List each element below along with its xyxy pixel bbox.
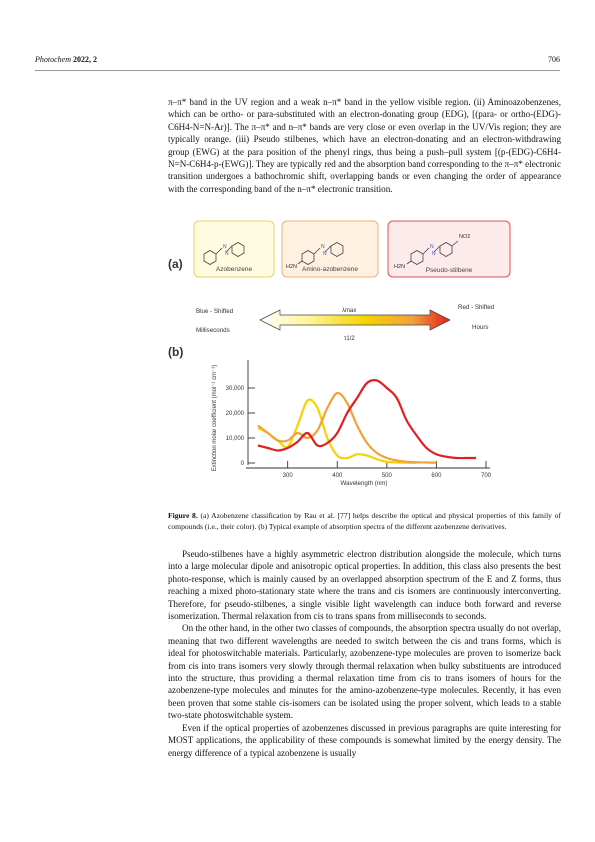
svg-text:N: N [321,244,325,250]
page-header [35,55,560,69]
paragraph-3: On the other hand, in the other two classes of compounds, the absorption spectra usually do not overlap, meaning that two different wavelengths are needed to switch between the cis and trans forms, which is ideal for photoswitchable materials. Particularly, azobenzene-type molecules are proven to isomerize back from cis into trans isomers very slowly through thermal relaxation when bulky substituents are introduced into the structure, thus providing a thermal relaxation time from cis to trans isomers of hours for the azobenzene-type molecules and minutes for the amino-azobenzene-type molecules. Recently, it has even been proven that some stable cis-isomers can be isolated using the proper solvent, which leads to a stable two-state photoswitchable system. [168,623,561,721]
nitro-group-label: NO2 [459,234,471,240]
absorption-chart [212,360,492,487]
x-tick-label-2: 500 [381,473,392,479]
y-tick-label-1: 10,000 [225,436,244,442]
paragraph-2: Pseudo-stilbenes have a highly asymmetric electron distribution alongside the molecule, which turns into a large molecular dipole and anisotropic optical properties. In addition, this class also presents the best photo-response, which is mainly caused by an overlapped absorption spectrum of the E and Z forms, thus reaching a mixed photo-stationary state where the trans and cis isomers are continuously interconverting. Therefore, for pseudo-stilbenes, a single visible light wavelength can induce both forward and reverse isomerization. Thermal relaxation from cis to trans spans from milliseconds to seconds. [168,549,561,622]
amino-group-label-2: H2N [394,264,406,270]
y-tick-label-2: 20,000 [225,411,244,417]
azobenzene-label: Azobenzene [215,266,253,273]
body-paragraphs [168,548,561,759]
x-tick-label-4: 700 [480,473,492,479]
hours-label: Hours [472,324,489,331]
svg-text:N: N [323,251,327,257]
svg-text:N: N [223,244,227,250]
svg-text:N: N [225,251,229,257]
x-tick-label-0: 300 [282,473,293,479]
panel-b-label: (b) [168,345,184,359]
panel-a-label: (a) [168,257,183,271]
pseudostilbene-label: Pseudo-stilbene [425,267,473,274]
aminoazobenzene-box [282,221,378,277]
series-line-1 [258,393,437,463]
figure-8-svg [168,218,561,503]
aminoazobenzene-label: Amino-azobenzene [301,266,359,273]
amino-group-label: H2N [286,264,298,270]
page-number: 706 [548,55,560,64]
x-tick-label-1: 400 [332,473,343,479]
tau-half-label: τ1/2 [344,336,355,342]
figure-8 [168,218,561,503]
paragraph-1 [168,96,561,195]
header-divider [35,70,560,71]
y-axis-label: Extinction molar coefficient (mol⁻¹ cm⁻¹) [212,364,218,472]
series-line-2 [258,380,476,458]
pseudostilbene-box [388,221,510,277]
journal-citation: Photochem 2022, 2 [35,55,97,64]
svg-text:N: N [432,251,436,257]
blue-shifted-label: Blue - Shifted [196,308,234,315]
caption-label: Figure 8. [168,511,198,520]
milliseconds-label: Milliseconds [196,327,230,334]
azobenzene-box [194,221,274,277]
paragraph-1-text: π–π* band in the UV region and a weak n–π* band in the yellow visible region. (ii) Aminoazobenzenes, which can be ortho- or para-substituted with an electron-donating group (EDG), [(para- or ortho-(EDG)-C6H4-N=N-Ar)]. The π–π* and n–π* bands are very close or even overlap in the UV/Vis region; they are typically orange. (iii) Pseudo stilbenes, which have an electron-donating and an electron-withdrawing group (EWG) at the para position of the phenyl rings, thus being a push–pull system [(p-(EDG)-C6H4-N=N-C6H4-p-(EWG)]. They are typically red and the absorption band corresponding to the π–π* electronic transition undergoes a bathochromic shift, overlapping bands or even changing the order of appearance with the corresponding band of the n–π* electronic transition. [168,97,561,194]
figure-caption [168,511,561,533]
paragraph-4: Even if the optical properties of azobenzenes discussed in previous paragraphs are quite interesting for MOST applications, the applicability of these compounds is somewhat limited by the energy density. The energy difference of a typical azobenzene is usually [168,722,561,758]
x-axis-label: Wavelength (nm) [340,480,388,487]
y-tick-label-0: 0 [240,461,244,467]
caption-text: (a) Azobenzene classification by Rau et al. [77] helps describe the optical and physical properties of this family of compounds (i.e., their color). (b) Typical example of absorption spectra of the different azobenzene derivatives. [168,511,561,531]
red-shifted-label: Red - Shifted [458,304,495,311]
y-tick-label-3: 30,000 [225,386,244,392]
x-tick-label-3: 600 [431,473,442,479]
lambda-max-label: λmax [342,308,357,314]
svg-text:N: N [430,244,434,250]
